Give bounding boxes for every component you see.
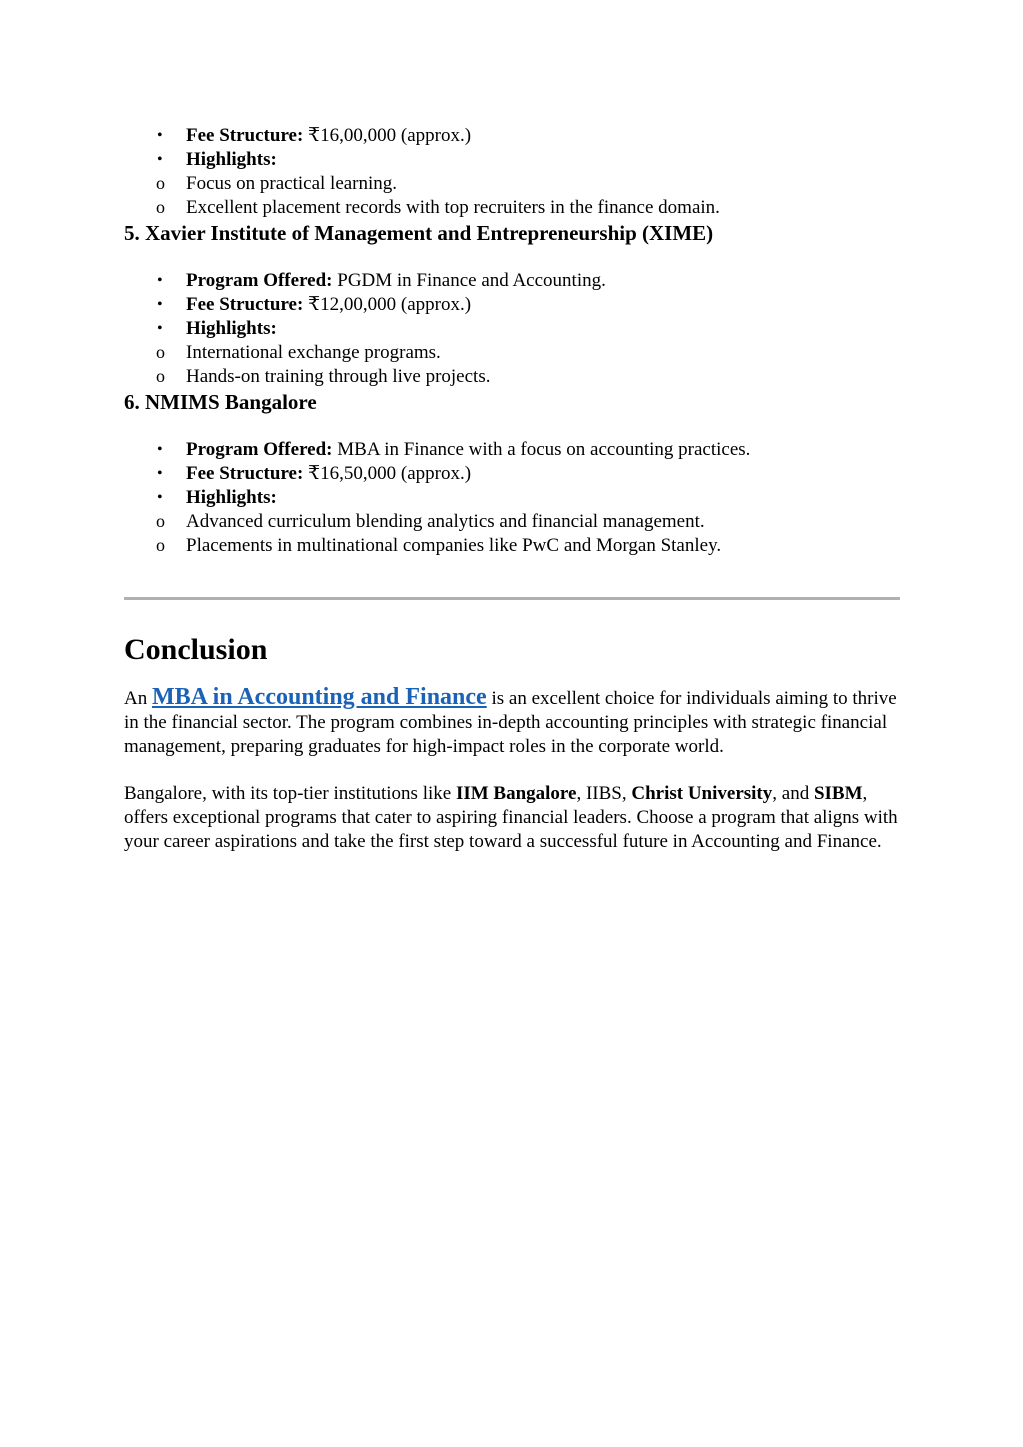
highlights-sublist	[124, 172, 900, 220]
list-item-program	[124, 438, 900, 462]
program-label: Program Offered:	[186, 270, 333, 291]
highlights-label: Highlights:	[186, 318, 277, 339]
xime-heading: 5. Xavier Institute of Management and Entrepreneurship (XIME)	[124, 221, 714, 245]
paragraph-text: Bangalore, with its top-tier institutions like	[124, 783, 456, 804]
bullet-icon: •	[157, 127, 163, 144]
institution-name: Christ University	[631, 783, 773, 804]
bullet-icon: •	[157, 151, 163, 168]
highlight-text: Advanced curriculum blending analytics and financial management.	[186, 511, 705, 532]
program-value: MBA in Finance with a focus on accounting practices.	[332, 439, 751, 460]
fee-label: Fee Structure:	[186, 294, 304, 315]
list-item-highlights	[124, 486, 900, 558]
institution-name: SIBM	[813, 783, 863, 804]
sub-list-item	[124, 365, 900, 389]
sub-bullet-icon: o	[156, 342, 165, 362]
sub-list-item	[124, 510, 900, 534]
horizontal-divider	[124, 597, 900, 600]
bullet-icon: •	[157, 441, 163, 458]
highlight-text: Hands-on training through live projects.	[186, 366, 491, 387]
sub-list-item	[124, 196, 900, 220]
paragraph-text: , IIBS,	[576, 783, 632, 804]
bullet-icon: •	[157, 489, 163, 506]
document-content	[124, 124, 900, 854]
bullet-icon: •	[157, 296, 163, 313]
sub-list-item	[124, 172, 900, 196]
program-value: PGDM in Finance and Accounting.	[332, 270, 606, 291]
bullet-icon: •	[157, 272, 163, 289]
highlights-sublist	[124, 341, 900, 389]
highlight-text: International exchange programs.	[186, 342, 441, 363]
list-item-highlights	[124, 148, 900, 220]
list-item-program	[124, 269, 900, 293]
paragraph-text: , offers exceptional programs that cater to aspiring financial leaders. Choose a program that aligns with your career aspirations and take the first step toward a successful future in Accounting and Finance.	[124, 783, 898, 852]
list-item-fee	[124, 462, 900, 486]
highlight-text: Placements in multinational companies like PwC and Morgan Stanley.	[186, 535, 722, 556]
sub-list-item	[124, 341, 900, 365]
conclusion-heading: Conclusion	[124, 633, 268, 666]
top-section-list	[124, 124, 900, 220]
bullet-icon: •	[157, 465, 163, 482]
sub-bullet-icon: o	[156, 197, 165, 217]
fee-label: Fee Structure:	[186, 125, 304, 146]
sub-list-item	[124, 534, 900, 558]
paragraph-text: An	[124, 688, 152, 709]
conclusion-paragraph-2	[124, 782, 900, 854]
fee-value: ₹16,50,000 (approx.)	[303, 463, 472, 484]
highlights-label: Highlights:	[186, 149, 277, 170]
fee-value: ₹12,00,000 (approx.)	[303, 294, 472, 315]
institution-name: IIM Bangalore	[455, 783, 577, 804]
sub-bullet-icon: o	[156, 511, 165, 531]
sub-bullet-icon: o	[156, 366, 165, 386]
paragraph-text: , and	[772, 783, 814, 804]
conclusion-paragraph-1	[124, 685, 900, 759]
nmims-heading: 6. NMIMS Bangalore	[124, 390, 317, 414]
fee-value: ₹16,00,000 (approx.)	[303, 125, 472, 146]
sub-bullet-icon: o	[156, 535, 165, 555]
bullet-icon: •	[157, 320, 163, 337]
program-label: Program Offered:	[186, 439, 333, 460]
sub-bullet-icon: o	[156, 173, 165, 193]
mba-accounting-finance-link[interactable]: MBA in Accounting and Finance	[151, 684, 487, 710]
highlights-sublist	[124, 510, 900, 558]
paragraph-text: is an excellent choice for individuals aiming to thrive in the financial sector. The program combines in-depth accounting principles with strategic financial management, preparing graduates for high-impact roles in the corporate world.	[124, 688, 897, 757]
highlight-text: Focus on practical learning.	[186, 173, 398, 194]
list-item-fee	[124, 124, 900, 148]
xime-list	[124, 269, 900, 389]
highlights-label: Highlights:	[186, 487, 277, 508]
fee-label: Fee Structure:	[186, 463, 304, 484]
highlight-text: Excellent placement records with top recruiters in the finance domain.	[186, 197, 720, 218]
nmims-list	[124, 438, 900, 558]
list-item-highlights	[124, 317, 900, 389]
list-item-fee	[124, 293, 900, 317]
